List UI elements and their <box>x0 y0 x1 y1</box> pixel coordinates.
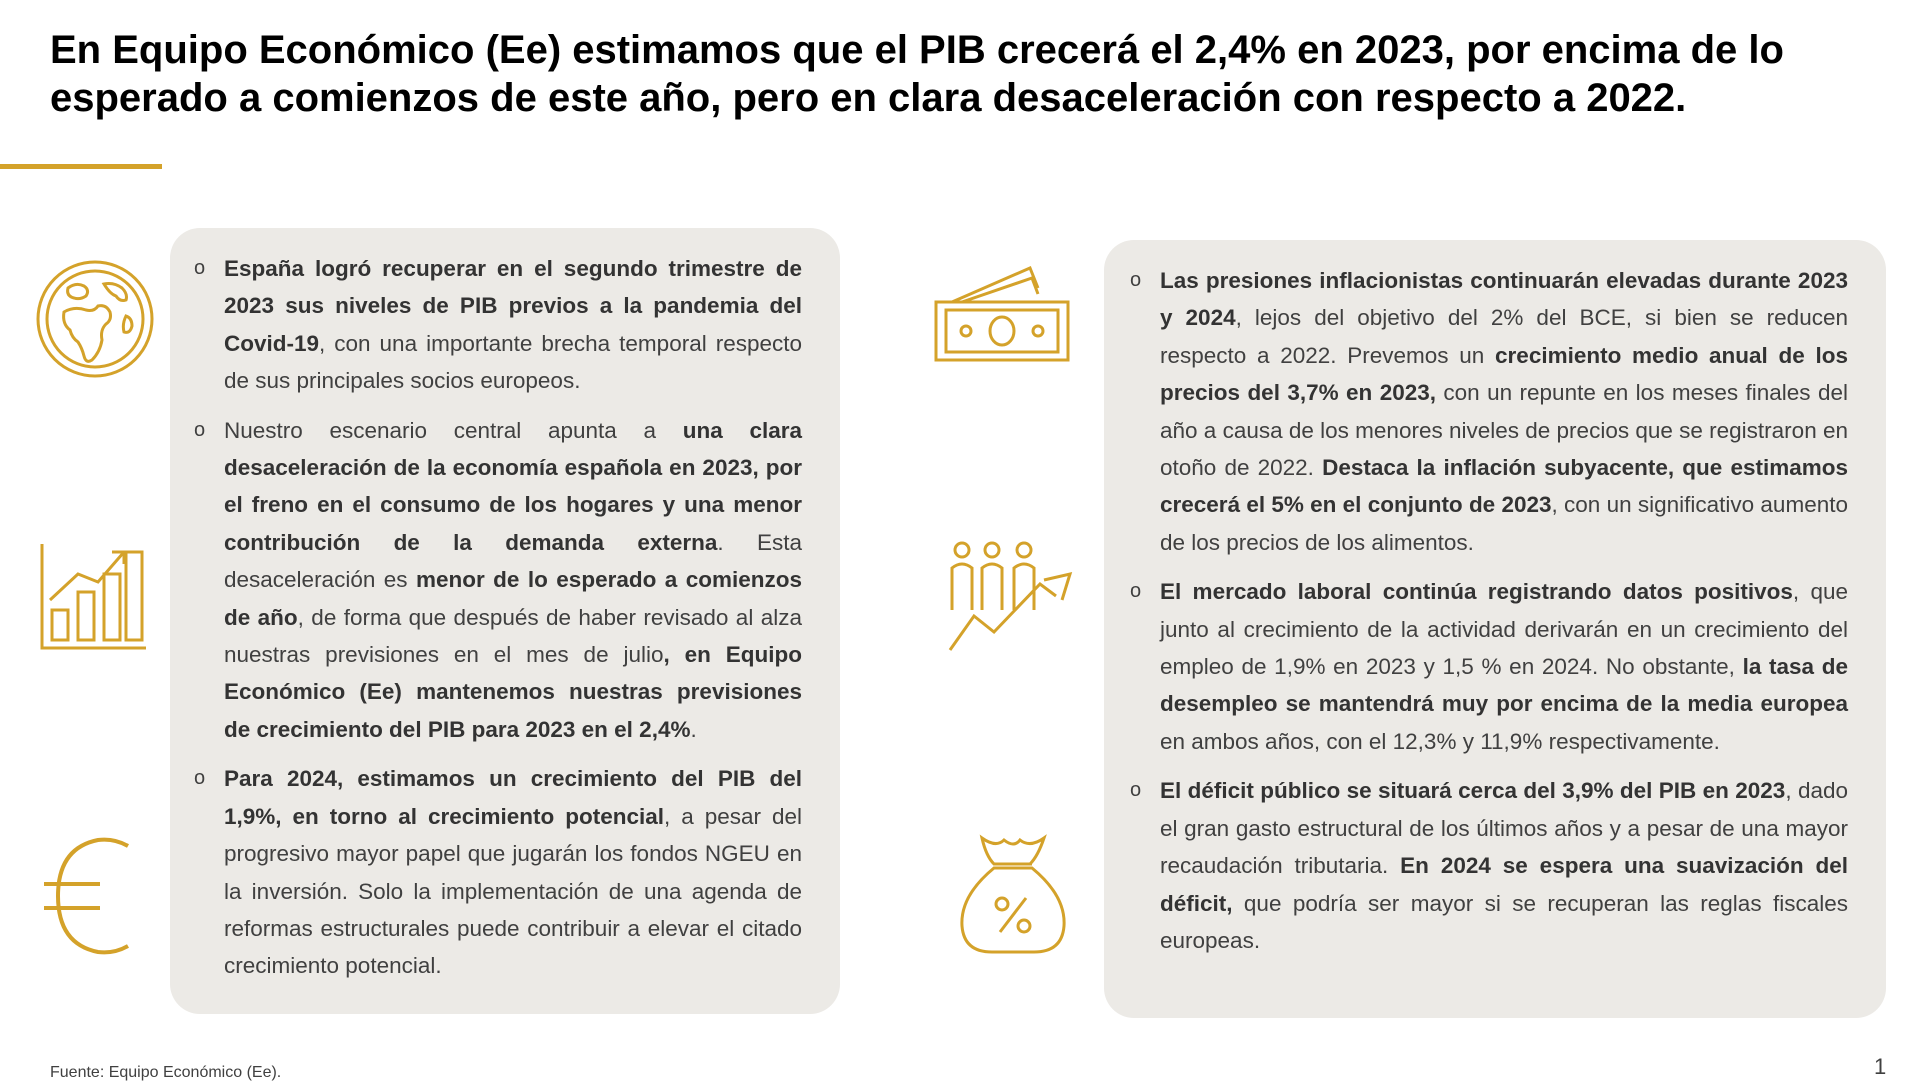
bullet-text: , que junto al crecimiento de la actividad derivarán en un crecimiento del empleo de 1,9% en 2023 y 1,5 % en 2024. No obstante, <box>1160 579 1848 680</box>
bullet-text-bold: España logró recuperar en el segundo trimestre de 2023 sus niveles de PIB previos a la pandemia del Covid-19 <box>224 256 802 356</box>
euro-icon <box>42 836 132 956</box>
bullet-labor-market <box>1160 573 1848 760</box>
bullet-text-bold: Para 2024, estimamos un crecimiento del PIB del 1,9%, en torno al crecimiento potencial <box>224 766 802 829</box>
source-note: Fuente: Equipo Económico (Ee). <box>50 1064 282 1081</box>
bullet-text-bold: crecimiento medio anual de los precios del 3,7% en 2023, <box>1160 342 1848 406</box>
globe-icon <box>34 258 156 380</box>
bullet-text: en ambos años, con el 12,3% y 11,9% respectivamente. <box>1160 728 1720 754</box>
bullet-text: Nuestro escenario central apunta a <box>224 417 683 443</box>
bullet-text-bold: El déficit público se situará cerca del 3,9% del PIB en 2023 <box>1160 778 1786 804</box>
left-bullet-list <box>224 250 802 985</box>
bullet-inflation <box>1160 262 1848 561</box>
bullet-text: , lejos del objetivo del 2% del BCE, si bien se reducen respecto a 2022. Prevemos un <box>1160 305 1848 368</box>
bullet-text-bold: En 2024 se espera una suavización del déficit, <box>1160 853 1848 916</box>
bullet-text: que podría ser mayor si se recuperan las reglas fiscales europeas. <box>1160 890 1848 953</box>
bullet-2024-forecast <box>224 760 802 984</box>
bullet-text: . <box>690 716 697 742</box>
bullet-text: , con un significativo aumento de los precios de los alimentos. <box>1160 492 1848 555</box>
bullet-public-deficit <box>1160 772 1848 959</box>
bullet-text-bold: , en Equipo Económico (Ee) mantenemos nuestras previsiones de crecimiento del PIB para 2023 en el 2,4% <box>224 642 802 742</box>
bullet-text: , con una importante brecha temporal respecto de sus principales socios europeos. <box>224 330 802 394</box>
bullet-text: . Esta desaceleración es <box>224 529 803 593</box>
bullet-text: , de forma que después de haber revisado al alza nuestras previsiones en el mes de julio <box>224 604 802 668</box>
bullet-spain-recovery <box>224 250 802 400</box>
page-number: 1 <box>1874 1054 1887 1079</box>
bullet-text-bold: menor de lo esperado a comienzos de año <box>224 567 802 630</box>
bullet-central-scenario <box>224 412 802 749</box>
people-growth-icon <box>944 540 1080 652</box>
money-bag-percent-icon <box>958 834 1068 954</box>
bullet-text-bold: la tasa de desempleo se mantendrá muy por encima de la media europea <box>1160 654 1848 717</box>
bullet-text: , a pesar del progresivo mayor papel que jugarán los fondos NGEU en la inversión. Solo la implementación de una agenda de reformas estructurales puede contribuir a elevar el citado crecimiento potencial. <box>224 803 802 979</box>
right-bullet-list <box>1160 262 1848 959</box>
left-content-panel <box>170 228 840 1014</box>
bar-chart-growth-icon <box>38 540 150 652</box>
banknotes-icon <box>934 264 1070 364</box>
right-content-panel <box>1104 240 1886 1018</box>
bullet-text-bold: Las presiones inflacionistas continuarán elevadas durante 2023 y 2024 <box>1160 268 1848 331</box>
bullet-text-bold: El mercado laboral continúa registrando datos positivos <box>1160 579 1793 605</box>
bullet-text: con un repunte en los meses finales del año a causa de los menores niveles de precios que se registraron en otoño de 2022. <box>1160 380 1848 481</box>
bullet-text-bold: una clara desaceleración de la economía española en 2023, por el freno en el consumo de los hogares y una menor contribución de la demanda externa <box>224 417 802 555</box>
title-accent-line <box>0 164 162 169</box>
bullet-text-bold: Destaca la inflación subyacente, que estimamos crecerá el 5% en el conjunto de 2023 <box>1160 455 1848 518</box>
page-title: En Equipo Económico (Ee) estimamos que el PIB crecerá el 2,4% en 2023, por encima de lo esperado a comienzos de este año, pero en clara desaceleración con respecto a 2022. <box>50 28 1784 120</box>
bullet-text: , dado el gran gasto estructural de los últimos años y a pesar de una mayor recaudación tributaria. <box>1160 778 1849 879</box>
